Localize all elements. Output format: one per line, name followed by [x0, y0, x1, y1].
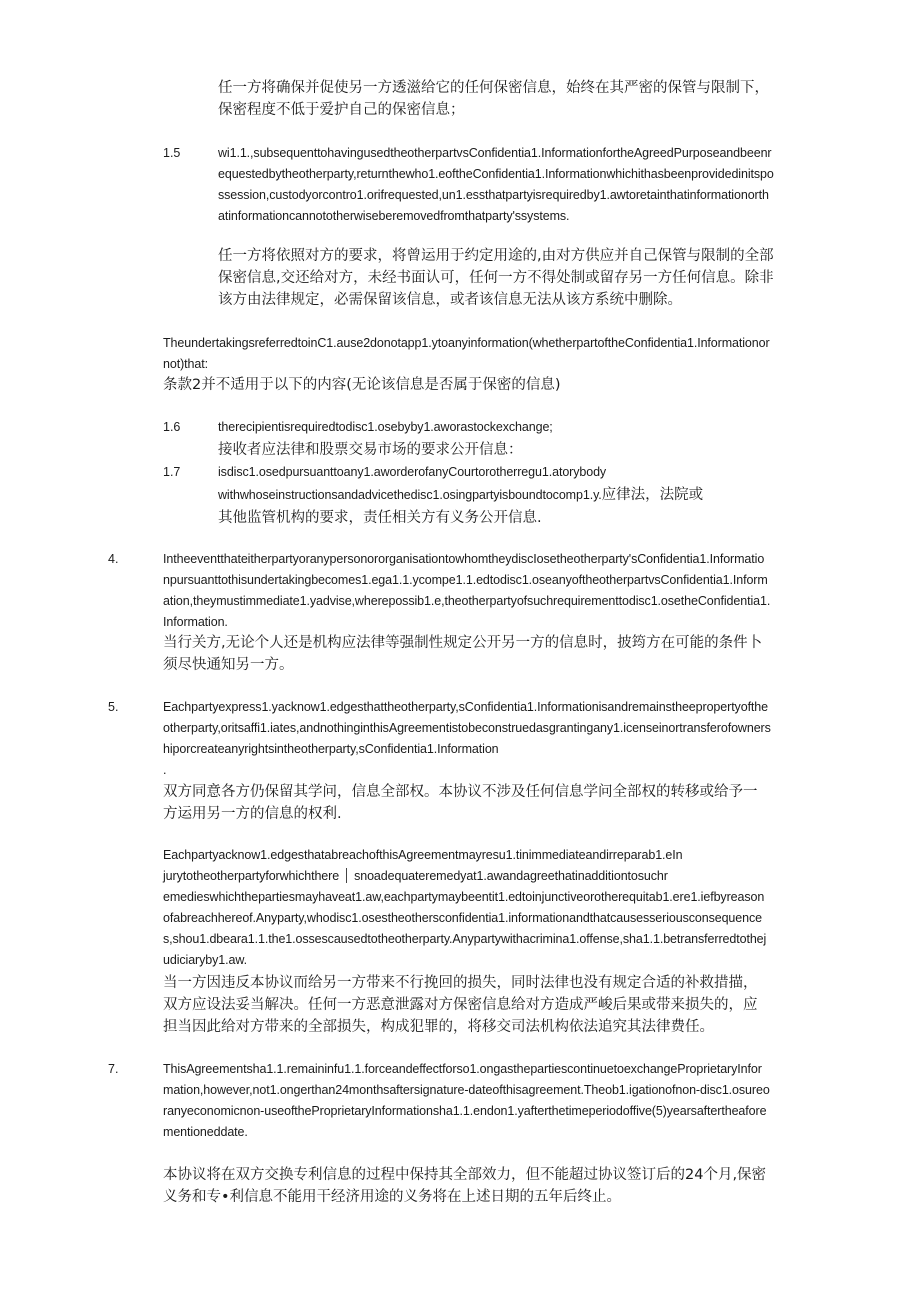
clause-number-4: 4. — [108, 552, 119, 566]
clause-1-5-zh: 任一方将依照对方的要求，将曾运用于约定用途的,由对方供应并自己保管与限制的全部保密信息,交还给对方，未经书面认可，任何一方不得处制或留存另一方任何信息。除非该方由法律规定，必需保留该信息，或者该信息无法从该方系统中删除。 — [218, 248, 774, 308]
clause-number-7: 7. — [108, 1062, 119, 1076]
clause-6-zh: 当一方因违反本协议而给另一方带来不行挽回的损失，同时法律也没有规定合适的补救措描，双方应设法妥当解决。任何一方恶意泄露对方保密信息给对方造成严峻后果或带来损失的，应担当因此给对方带来的全部损失，构成犯罪的，将移交司法机构依法追究其法律费任。 — [163, 975, 758, 1035]
clause-7-zh: 本协议将在双方交换专利信息的过程中保持其全部效力，但不能超过协议签订后的24个月,保密义务和专•利信息不能用干经济用途的义务将在上述日期的五年后终止。 — [163, 1167, 767, 1205]
clause-5-en: Eachpartyexpress1.yacknow1.edgesthattheotherparty,sConfidentia1.Informationisandremainstheepropertyoftheotherparty,oritsaffi1.iates,andnothinginthisAgreementistobeconstruedasgrantingany1.icenseinortransferofownershiporcreateanyrightsintheotherparty,sConfidentia1.Information — [163, 700, 771, 756]
clause-4-zh: 当行关方,无论个人还是机构应法律等强制性规定公开另一方的信息时，披筠方在可能的条件卜须尽快通知另一方。 — [163, 635, 763, 673]
clause-number-1-5: 1.5 — [163, 146, 181, 160]
clause-1-7-zh-inline: 应律法，法院或 — [601, 487, 704, 503]
clause-1-7-en-line1: isdisc1.osedpursuanttoany1.aworderofanyCourtorotherregu1.atorybody — [218, 465, 607, 479]
clause-1-7-en-line2: withwhoseinstructionsandadvicethedisc1.osingpartyisboundtocomp1.y. — [218, 488, 602, 502]
clause-number-5: 5. — [108, 700, 119, 714]
clause-1-6-zh: 接收者应法律和股票交易市场的要求公开信息： — [218, 442, 523, 458]
clause-6-en-line2 — [163, 866, 783, 887]
clause-4-en: IntheeventthateitherpartyoranypersonororganisationtowhomtheydiscIosetheotherparty'sConfidentia1.Informationpursuanttothisundertakingbecomes1.ega1.1.ycompe1.1.edtodisc1.oseanyoftheotherpartvsConfidentia1.Information,theymustimmediate1.yadvise,wherepossib1.e,theotherpartyofsuchrequirementtodisc1.osetheConfidentia1.Information. — [163, 552, 771, 629]
clause-5-en-end: . — [163, 763, 167, 777]
clause-1-7-line2 — [218, 484, 778, 506]
clause-1-6-en: therecipientisrequiredtodisc1.osebyby1.aworastockexchange; — [218, 420, 553, 434]
text-cursor-mark — [346, 868, 347, 883]
clause-7-en: ThisAgreementsha1.1.remaininfu1.1.forceandeffectforso1.ongasthepartiescontinuetoexchangeProprietaryInformation,however,not1.ongerthan24monthsaftersignature-dateofthisagreement.Theob1.igationofnon-disc1.osureoranyeconomicnon-useoftheProprietaryInformationsha1.1.endon1.yafterthetimeperiodoffive(5)yearsaftertheaforementioneddate. — [163, 1062, 770, 1139]
clause-5-zh: 双方同意各方仍保留其学问，信息全部权。本协议不涉及任何信息学问全部权的转移或给予一方运用另一方的信息的权利. — [163, 784, 758, 822]
clause-6-en-rest: emedieswhichthepartiesmayhaveat1.aw,eachpartymaybeentit1.edtoinjunctiveorotherequitab1.ere1.iefbyreasonofabreachhereof.Anyparty,whodisc1.osestheothersconfidentia1.informationandthatcausesseriousconsequences,shou1.dbeara1.1.the1.ossescausedtotheotherparty.Anypartywithacrimina1.offense,sha1.1.betransferredtothejudiciaryby1.aw. — [163, 890, 767, 967]
clause-number-1-7: 1.7 — [163, 465, 181, 479]
clause-1-5-en: wi1.1.,subsequenttohavingusedtheotherpartvsConfidentia1.InformationfortheAgreedPurposeandbeenrequestedbytheotherparty,returnthewho1.eoftheConfidentia1.Informationwhichithasbeenprovidedinitspossession,custodyorcontro1.orifrequested,un1.essthatpartyisrequiredby1.awtoretainthatinformationorthatinformationcannototherwiseberemovedfromthatparty'ssystems. — [218, 146, 774, 223]
clause-6-en-line2-b: snoadequateremedyat1.awandagreethatinadditiontosuchr — [354, 869, 668, 883]
clause-6-en-line1: Eachpartyacknow1.edgesthatabreachofthisAgreementmayresu1.tinimmediateandirreparab1.eIn — [163, 848, 683, 862]
clause-6-en-line2-a: jurytotheotherpartyforwhichthere — [163, 869, 340, 883]
undertakings-en: TheundertakingsreferredtoinC1.ause2donotapp1.ytoanyinformation(whetherpartoftheConfidentia1.Informationornot)that: — [163, 336, 770, 371]
undertakings-zh: 条款2并不适用于以下的内容(无论该信息是否属于保密的信息) — [163, 377, 561, 393]
clause-1-7-zh: 其他监管机构的要求，责任相关方有义务公开信息. — [218, 510, 542, 526]
paragraph-confidentiality-care-zh: 任一方将确保并促使另一方透滋给它的任何保密信息，始终在其严密的保管与限制下，保密程度不低于爱护自己的保密信息； — [218, 80, 769, 118]
clause-number-1-6: 1.6 — [163, 420, 181, 434]
